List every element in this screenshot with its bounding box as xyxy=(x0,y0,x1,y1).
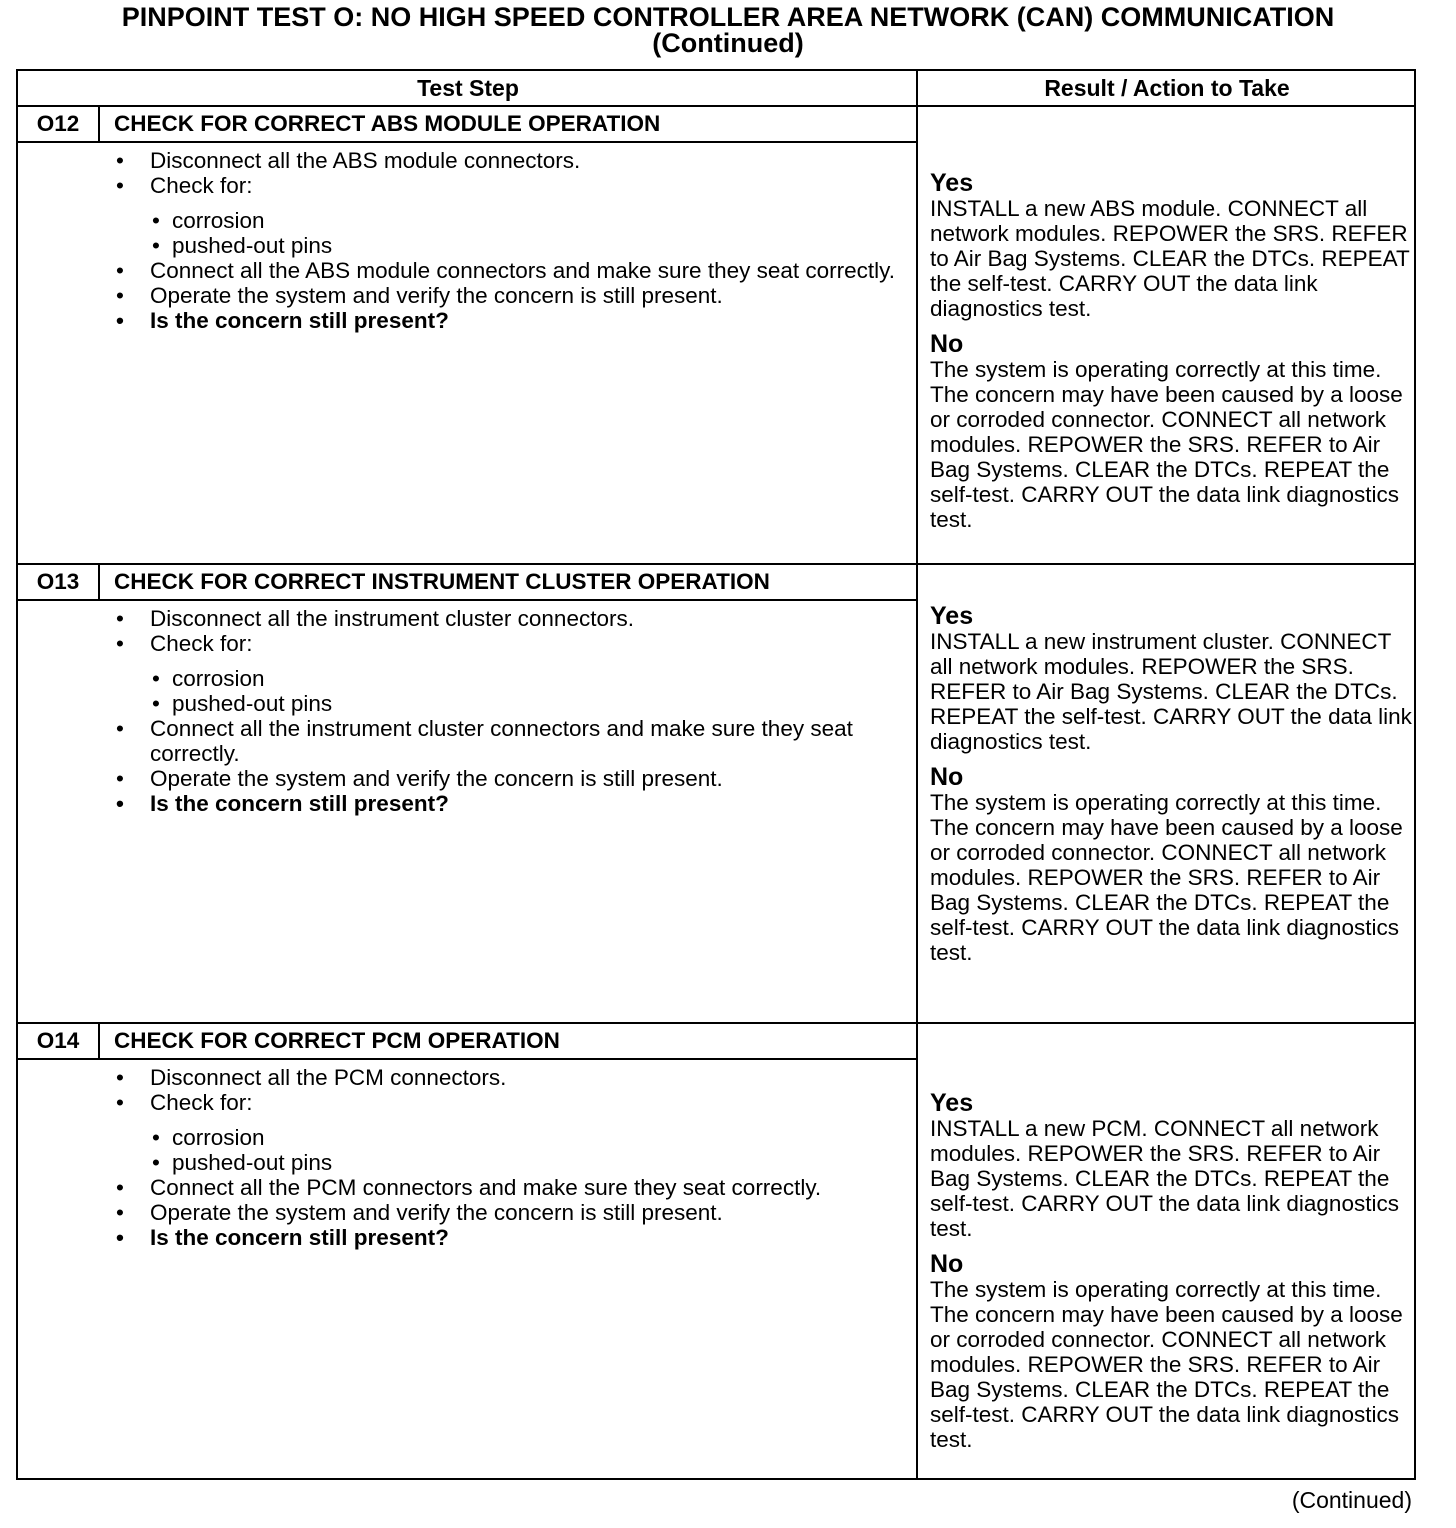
step-header xyxy=(18,107,918,143)
instruction-item: • Connect all the ABS module connectors and make sure they seat correctly. xyxy=(112,258,902,283)
pinpoint-test-table xyxy=(16,69,1416,1480)
step-result xyxy=(930,603,1414,965)
yes-label: Yes xyxy=(930,602,974,630)
check-item: • pushed-out pins xyxy=(112,1150,902,1175)
yes-action: INSTALL a new ABS module. CONNECT all network modules. REPOWER the SRS. REFER to Air Bag Systems. CLEAR the DTCs. REPEAT the self-test. CARRY OUT the data link diagnostics test. xyxy=(930,196,1410,321)
yes-action: INSTALL a new PCM. CONNECT all network modules. REPOWER the SRS. REFER to Air Bag Systems. CLEAR the DTCs. REPEAT the self-test. CARRY OUT the data link diagnostics test. xyxy=(930,1116,1399,1241)
instruction-item: • Operate the system and verify the concern is still present. xyxy=(112,1200,902,1225)
instruction-item: • Operate the system and verify the concern is still present. xyxy=(112,283,902,308)
instruction-item: • Disconnect all the ABS module connectors. xyxy=(112,148,902,173)
step-number: O12 xyxy=(18,107,100,141)
header-result-action: Result / Action to Take xyxy=(918,71,1416,107)
instruction-item: • Connect all the instrument cluster connectors and make sure they seat correctly. xyxy=(112,716,902,766)
continued-footer: (Continued) xyxy=(1291,1487,1412,1513)
step-question: • Is the concern still present? xyxy=(112,1225,902,1250)
step-number: O14 xyxy=(18,1024,100,1058)
step-result xyxy=(930,1090,1414,1452)
yes-label: Yes xyxy=(930,169,974,197)
test-step-o13 xyxy=(18,565,1416,1024)
step-instructions xyxy=(112,148,902,333)
check-list xyxy=(112,208,902,258)
no-label: No xyxy=(930,330,964,358)
check-item: • corrosion xyxy=(112,208,902,233)
step-question: • Is the concern still present? xyxy=(112,308,902,333)
no-action: The system is operating correctly at this time. The concern may have been caused by a loose or corroded connector. CONNECT all network modules. REPOWER the SRS. REFER to Air Bag Systems. CLEAR the DTCs. REPEAT the self-test. CARRY OUT the data link diagnostics test. xyxy=(930,357,1403,532)
step-number: O13 xyxy=(18,565,100,599)
header-test-step: Test Step xyxy=(18,71,918,107)
page-title xyxy=(0,4,1456,56)
no-action: The system is operating correctly at this time. The concern may have been caused by a loose or corroded connector. CONNECT all network modules. REPOWER the SRS. REFER to Air Bag Systems. CLEAR the DTCs. REPEAT the self-test. CARRY OUT the data link diagnostics test. xyxy=(930,1277,1403,1452)
yes-label: Yes xyxy=(930,1089,974,1117)
check-list xyxy=(112,666,902,716)
check-item: • corrosion xyxy=(112,666,902,691)
yes-action: INSTALL a new instrument cluster. CONNECT all network modules. REPOWER the SRS. REFER to Air Bag Systems. CLEAR the DTCs. REPEAT the self-test. CARRY OUT the data link diagnostics test. xyxy=(930,629,1412,754)
check-item: • pushed-out pins xyxy=(112,691,902,716)
step-header xyxy=(18,565,918,601)
no-action: The system is operating correctly at this time. The concern may have been caused by a loose or corroded connector. CONNECT all network modules. REPOWER the SRS. REFER to Air Bag Systems. CLEAR the DTCs. REPEAT the self-test. CARRY OUT the data link diagnostics test. xyxy=(930,790,1403,965)
instruction-item: • Check for: xyxy=(112,173,902,198)
no-label: No xyxy=(930,1250,964,1278)
step-header xyxy=(18,1024,918,1060)
no-label: No xyxy=(930,763,964,791)
instruction-item: • Disconnect all the PCM connectors. xyxy=(112,1065,902,1090)
check-item: • pushed-out pins xyxy=(112,233,902,258)
step-result xyxy=(930,170,1414,532)
instruction-item: • Operate the system and verify the concern is still present. xyxy=(112,766,902,791)
step-title: CHECK FOR CORRECT ABS MODULE OPERATION xyxy=(114,111,661,136)
test-step-o14 xyxy=(18,1024,1416,1480)
instruction-item: • Connect all the PCM connectors and make sure they seat correctly. xyxy=(112,1175,902,1200)
instruction-item: • Check for: xyxy=(112,631,902,656)
check-item: • corrosion xyxy=(112,1125,902,1150)
test-step-o12 xyxy=(18,107,1416,565)
step-instructions xyxy=(112,606,902,816)
step-title: CHECK FOR CORRECT PCM OPERATION xyxy=(114,1028,560,1053)
step-title: CHECK FOR CORRECT INSTRUMENT CLUSTER OPERATION xyxy=(114,569,770,594)
step-question: • Is the concern still present? xyxy=(112,791,902,816)
instruction-item: • Disconnect all the instrument cluster connectors. xyxy=(112,606,902,631)
title-line-2: (Continued) xyxy=(652,28,804,58)
title-line-1: PINPOINT TEST O: NO HIGH SPEED CONTROLLER AREA NETWORK (CAN) COMMUNICATION xyxy=(121,2,1335,32)
check-list xyxy=(112,1125,902,1175)
step-instructions xyxy=(112,1065,902,1250)
instruction-item: • Check for: xyxy=(112,1090,902,1115)
